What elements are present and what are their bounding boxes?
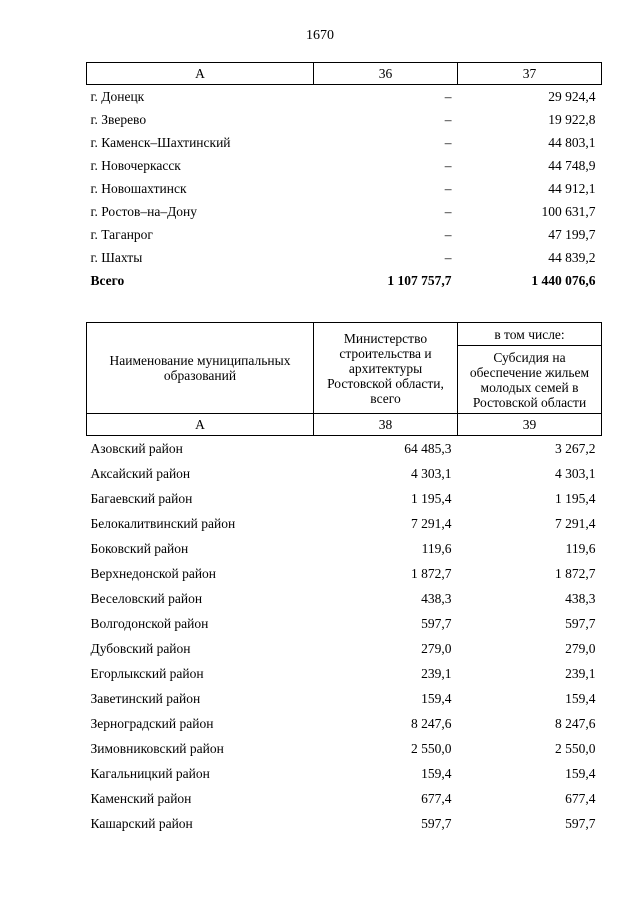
value-c39: 7 291,4 <box>555 515 596 531</box>
column-number-36: 36 <box>314 63 458 85</box>
value-c38: 7 291,4 <box>411 515 452 531</box>
value-c38: 159,4 <box>421 690 452 706</box>
table-row <box>87 177 602 200</box>
municipality-name: Зерноградский район <box>90 715 214 731</box>
value-c39: 597,7 <box>565 815 596 831</box>
value-c38: 677,4 <box>421 790 452 806</box>
value-c39: 3 267,2 <box>555 440 596 456</box>
page-number: 1670 <box>306 28 334 43</box>
column-letter-a: А <box>87 414 314 436</box>
value-c38: 159,4 <box>421 765 452 781</box>
value-c38: 279,0 <box>421 640 452 656</box>
value-c38: 64 485,3 <box>404 440 452 456</box>
municipality-name: г. Новошахтинск <box>90 180 187 196</box>
column-letters-row <box>87 63 602 85</box>
value-c39: 279,0 <box>565 640 596 656</box>
column-number-39: 39 <box>458 414 602 436</box>
value-c39: 597,7 <box>565 615 596 631</box>
table-row <box>87 461 602 486</box>
value-c36: – <box>444 88 452 104</box>
table-row <box>87 586 602 611</box>
value-c38: 438,3 <box>421 590 452 606</box>
value-c36: – <box>444 157 452 173</box>
column-letters-row-2 <box>87 414 602 436</box>
table-row <box>87 811 602 836</box>
value-c39: 239,1 <box>565 665 596 681</box>
value-c36: – <box>444 134 452 150</box>
value-c36: – <box>444 180 452 196</box>
value-c38: 597,7 <box>421 615 452 631</box>
header-row <box>87 323 602 346</box>
value-c38: 1 872,7 <box>411 565 452 581</box>
header-ministry-total: Министерство строительства и архитектуры Ростовской области, всего <box>314 323 458 414</box>
header-including: в том числе: <box>458 323 602 346</box>
municipality-name: г. Зверево <box>90 111 147 127</box>
municipality-name: Каменский район <box>90 790 192 806</box>
table-row <box>87 154 602 177</box>
municipality-name: г. Донецк <box>90 88 145 104</box>
table-row <box>87 561 602 586</box>
value-c38: 8 247,6 <box>411 715 452 731</box>
value-c39: 119,6 <box>565 540 596 556</box>
municipality-name: Азовский район <box>90 440 183 456</box>
value-c38: 4 303,1 <box>411 465 452 481</box>
table-row <box>87 536 602 561</box>
value-c39: 159,4 <box>565 765 596 781</box>
municipality-name: Аксайский район <box>90 465 191 481</box>
value-c36: – <box>444 226 452 242</box>
municipality-name: Боковский район <box>90 540 189 556</box>
municipality-name: г. Каменск–Шахтинский <box>90 134 231 150</box>
municipality-name: Заветинский район <box>90 690 201 706</box>
municipality-name: Егорлыкский район <box>90 665 204 681</box>
value-c39: 677,4 <box>565 790 596 806</box>
value-c37: 100 631,7 <box>541 203 596 219</box>
table-row <box>87 223 602 246</box>
municipality-name: г. Шахты <box>90 249 143 265</box>
value-c38: 1 195,4 <box>411 490 452 506</box>
value-c36: – <box>444 249 452 265</box>
municipality-name: г. Новочеркасск <box>90 157 181 173</box>
value-c39: 2 550,0 <box>555 740 596 756</box>
table-row <box>87 611 602 636</box>
table-row <box>87 711 602 736</box>
table-row <box>87 636 602 661</box>
total-row <box>87 269 602 292</box>
municipality-name: Багаевский район <box>90 490 193 506</box>
header-young-families-subsidy: Субсидия на обеспечение жильем молодых семей в Ростовской области <box>458 346 602 414</box>
table-row <box>87 131 602 154</box>
municipality-name: Кагальницкий район <box>90 765 210 781</box>
value-c37: 44 748,9 <box>548 157 596 173</box>
value-c38: 119,6 <box>421 540 452 556</box>
value-c39: 1 872,7 <box>555 565 596 581</box>
value-c39: 8 247,6 <box>555 715 596 731</box>
table-row <box>87 661 602 686</box>
value-c37: 47 199,7 <box>548 226 596 242</box>
value-c37: 19 922,8 <box>548 111 596 127</box>
subsidy-table <box>86 322 602 836</box>
value-c38: 2 550,0 <box>411 740 452 756</box>
table-row <box>87 761 602 786</box>
table-row <box>87 108 602 131</box>
municipality-name: Веселовский район <box>90 590 203 606</box>
value-c36: – <box>444 111 452 127</box>
value-c38: 597,7 <box>421 815 452 831</box>
total-value-37: 1 440 076,6 <box>531 272 596 288</box>
value-c37: 29 924,4 <box>548 88 596 104</box>
header-municipality: Наименование муниципальных образований <box>87 323 314 414</box>
table-row <box>87 486 602 511</box>
table-row <box>87 246 602 269</box>
value-c39: 1 195,4 <box>555 490 596 506</box>
total-label: Всего <box>90 272 125 288</box>
budget-table-continued <box>86 62 602 292</box>
value-c37: 44 839,2 <box>548 249 596 265</box>
table-row <box>87 200 602 223</box>
value-c37: 44 803,1 <box>548 134 596 150</box>
value-c39: 159,4 <box>565 690 596 706</box>
value-c38: 239,1 <box>421 665 452 681</box>
table-row <box>87 686 602 711</box>
column-number-38: 38 <box>314 414 458 436</box>
municipality-name: г. Ростов–на–Дону <box>90 203 198 219</box>
value-c36: – <box>444 203 452 219</box>
municipality-name: Верхнедонской район <box>90 565 217 581</box>
table-row <box>87 736 602 761</box>
column-letter-a: А <box>87 63 314 85</box>
value-c37: 44 912,1 <box>548 180 596 196</box>
table-row <box>87 786 602 811</box>
total-value-36: 1 107 757,7 <box>387 272 452 288</box>
value-c39: 4 303,1 <box>555 465 596 481</box>
value-c39: 438,3 <box>565 590 596 606</box>
table-row <box>87 436 602 462</box>
table-row <box>87 511 602 536</box>
table-row <box>87 85 602 109</box>
municipality-name: Волгодонской район <box>90 615 209 631</box>
column-number-37: 37 <box>458 63 602 85</box>
municipality-name: Зимовниковский район <box>90 740 224 756</box>
municipality-name: Белокалитвинский район <box>90 515 236 531</box>
municipality-name: Дубовский район <box>90 640 191 656</box>
municipality-name: г. Таганрог <box>90 226 153 242</box>
municipality-name: Кашарский район <box>90 815 193 831</box>
